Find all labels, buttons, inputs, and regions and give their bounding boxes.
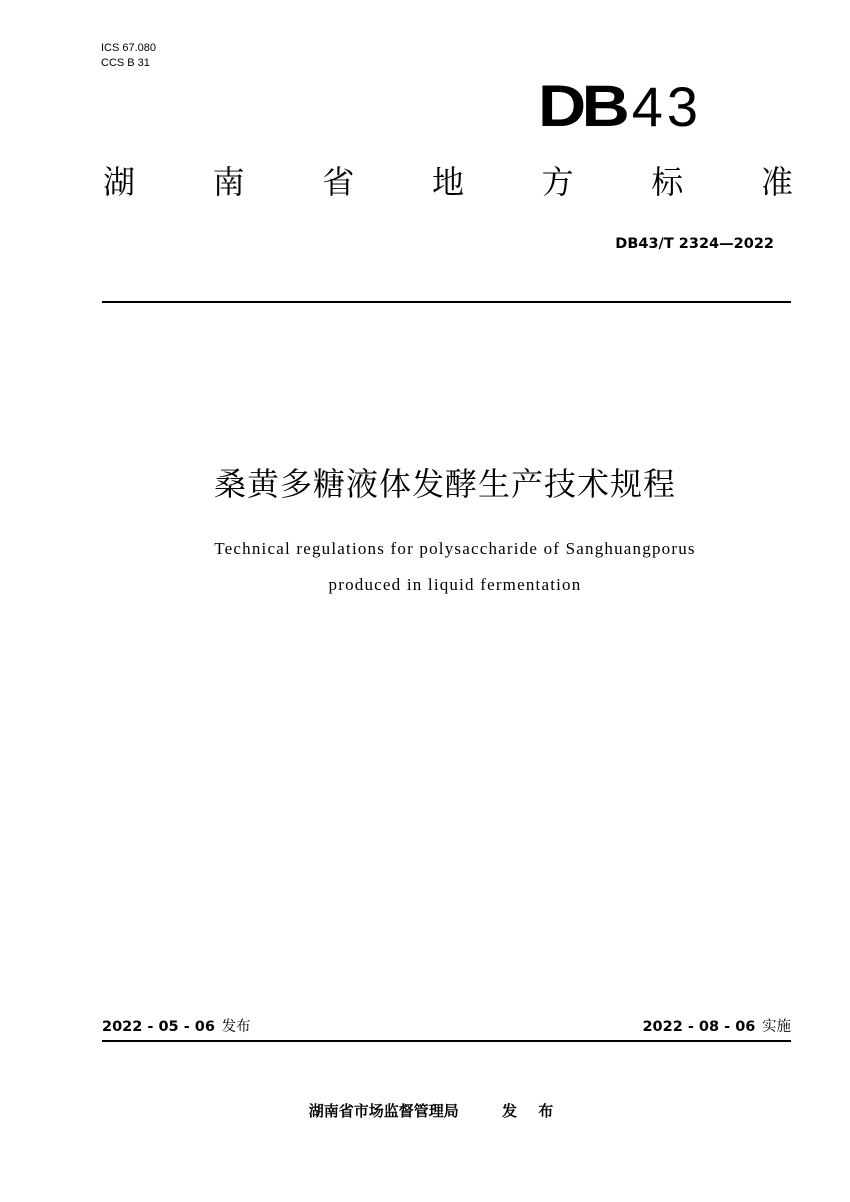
issue-label: 发布 (221, 1019, 251, 1035)
document-title-zh: 桑黄多糖液体发酵生产技术规程 (213, 465, 676, 503)
issue-date: 2022 - 05 - 06 (102, 1019, 215, 1035)
issuer-action: 发 布 (502, 1102, 562, 1120)
document-title-en-line1: Technical regulations for polysaccharide of Sanghuangporus (214, 539, 696, 558)
issuer-name: 湖南省市场监督管理局 (308, 1102, 459, 1120)
document-title-en-line2: produced in liquid fermentation (328, 575, 582, 594)
issuer-line (0, 1100, 850, 1122)
standard-kind-char: 南 (212, 163, 245, 201)
standard-kind-char: 方 (541, 163, 574, 201)
standard-kind-char: 湖 (103, 163, 136, 201)
standard-kind-char: 省 (322, 163, 355, 201)
ics-code: ICS 67.080 (101, 42, 157, 54)
implement-date: 2022 - 08 - 06 (642, 1019, 756, 1035)
header-divider (102, 301, 791, 303)
ccs-code: CCS B 31 (101, 57, 150, 69)
footer-divider (102, 1040, 791, 1042)
issue-date-block (102, 1016, 251, 1038)
standard-number: DB43/T 2324—2022 (615, 236, 774, 252)
standard-kind-char: 地 (431, 163, 464, 201)
standard-mark (538, 74, 703, 139)
standard-kind-char: 准 (760, 163, 793, 201)
standard-kind-char: 标 (651, 163, 684, 201)
implement-date-block (642, 1016, 791, 1038)
classification-codes (101, 41, 156, 71)
implement-label: 实施 (762, 1019, 791, 1035)
standard-kind-heading (103, 160, 793, 204)
standard-mark-number: 43 (631, 75, 703, 138)
standard-mark-letters: DB (538, 74, 626, 139)
